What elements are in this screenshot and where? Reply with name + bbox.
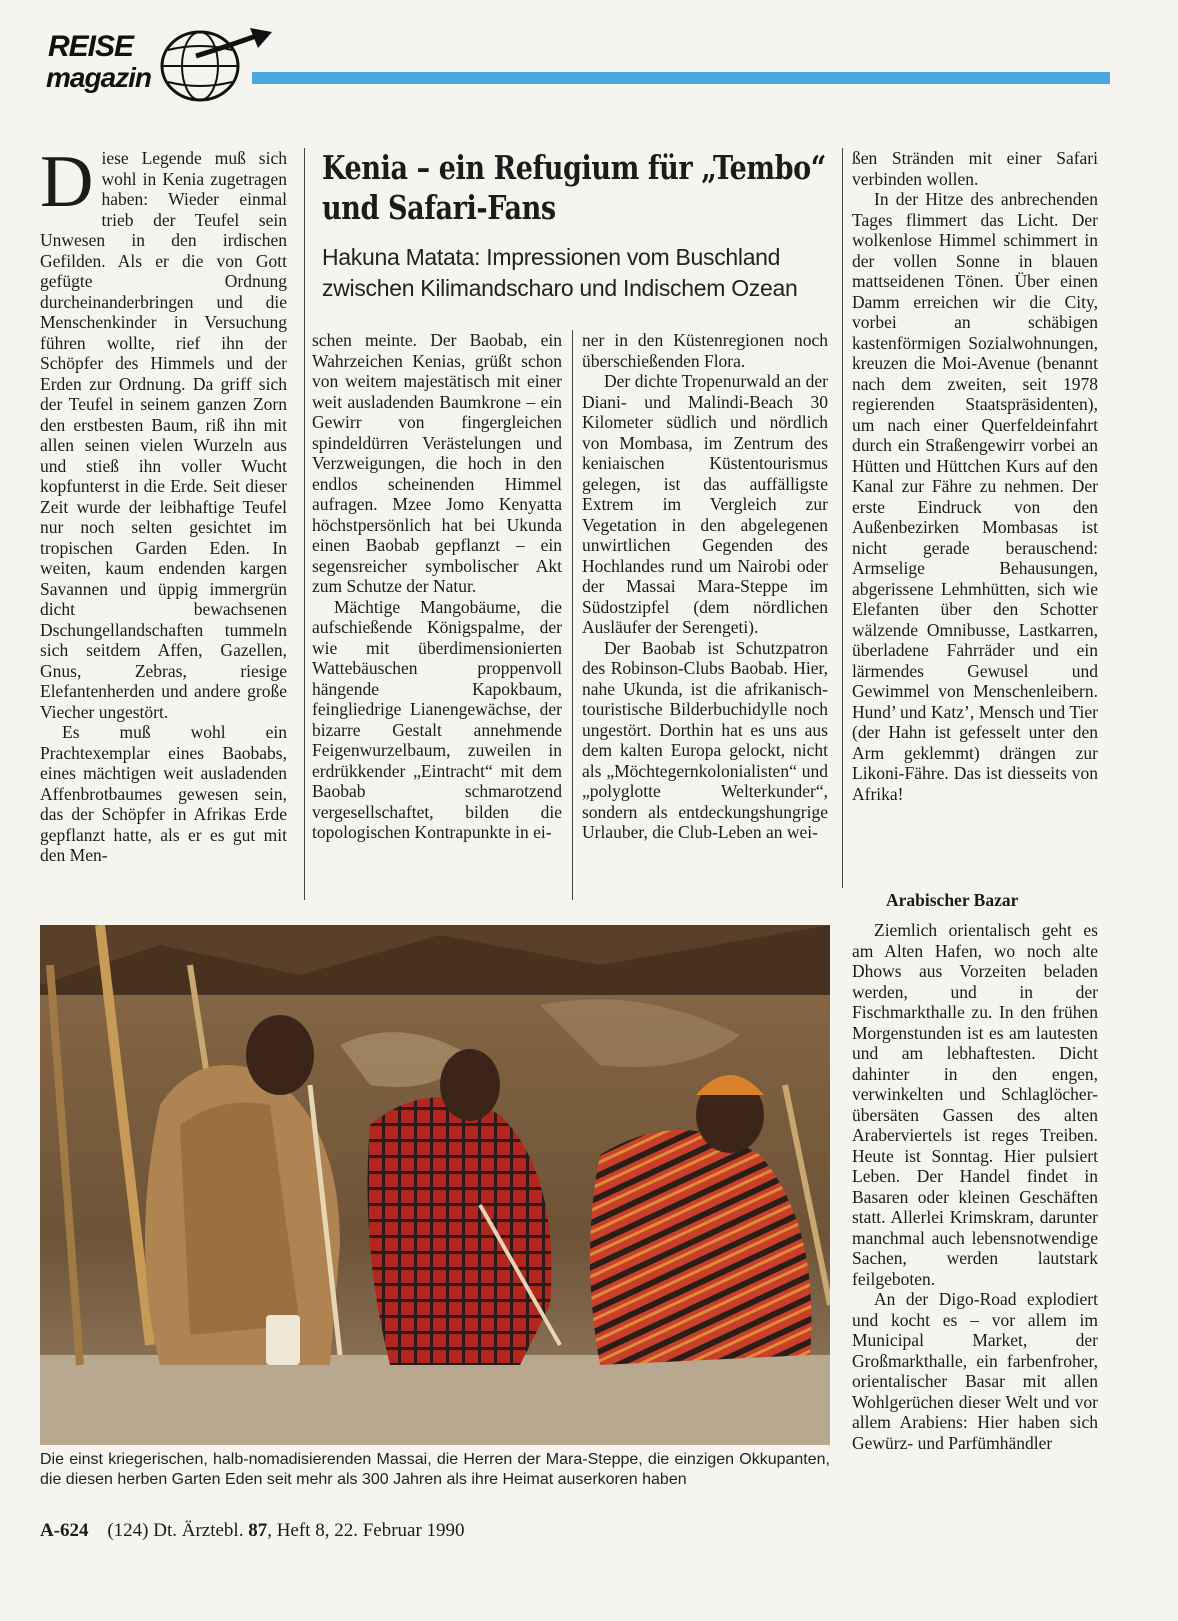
paragraph: An der Digo-Road explodiert und kocht es – vor allem im Municipal Market, der Großmarkthalle, ein farbenfroher, orientalischer Basar mit allen Wohlgerüchen dieser Welt und vor allem Arabiens: Hier haben sich Gewürz- und Parfümhändler (852, 1289, 1098, 1453)
paragraph: Ziemlich orientalisch geht es am Alten Hafen, wo noch alte Dhows aus Vorzeiten beladen werden, und in der Fischmarkthalle zu. In den frühen Morgenstunden ist es am lautesten und am lebhaftesten. Dicht dahinter in den engen, verwinkelten und Schlaglöcher-übersäten Gassen des alten Araberviertels ist reges Treiben. Heute ist Sonntag. Hier pulsiert Leben. Der Handel findet in Basaren oder kleinen Geschäften statt. Allerlei Krimskram, darunter manchmal auch lebensnotwendige Sachen, werden lautstark feilgeboten. (852, 920, 1098, 1289)
article-headline: Kenia – ein Refugium für „Tembo“ und Safari-Fans (322, 148, 826, 227)
photo-caption: Die einst kriegerischen, halb-nomadisierenden Massai, die Herren der Mara-Steppe, die einzigen Okkupanten, die diesen herben Garten Eden seit mehr als 300 Jahren als ihre Heimat auserkoren haben (40, 1451, 830, 1488)
column-rule (304, 148, 305, 900)
paragraph: In der Hitze des anbrechenden Tages flimmert das Licht. Der wolkenlose Himmel schimmert in der vollen Sonne in blauen mattseidenen Tönen. Über einen Damm erreichen wir die City, vorbei an schäbigen kastenförmigen Sozialwohnungen, kreuzen die Moi-Avenue (benannt nach dem zweiten, seit 1978 regierenden Staatspräsidenten), um nach einer Querfeldeinfahrt durch ein Straßengewirr vorbei an Hütten und Hüttchen Kurs auf den Kanal zur Fähre zu nehmen. Der erste Eindruck von den Außenbezirken Mombasas ist nicht gerade berauschend: Armselige Behausungen, abgerissene Lehmhütten, sich wie Elefanten über den Schotter wälzende Omnibusse, Lastkarren, überladene Fahrräder und ein lärmendes Gewusel und Gewimmel von Menschenleibern. Hund’ und Katz’, Mensch und Tier (der Hahn ist gefesselt unter den Arm geklemmt) drängen zur Likoni-Fähre. Das ist diesseits von Afrika! (852, 189, 1098, 804)
paragraph: ner in den Küstenregionen noch überschießenden Flora. (582, 330, 828, 371)
paragraph: ßen Stränden mit einer Safari verbinden wollen. (852, 148, 1098, 189)
journal-issue: , Heft 8, 22. Februar 1990 (267, 1520, 465, 1541)
column-rule (842, 148, 843, 888)
paragraph: Mächtige Mangobäume, die aufschießende Königspalme, der wie mit überdimensionierten Wattebäuschen proppenvoll hängende Kapokbaum, feingliedrige Lianengewächse, der bizarre Gestalt annehmende Feigenwurzelbaum, zuweilen in erdrükkender „Eintracht“ mit dem Baobab schmarotzend vergesellschaftet, bilden die topologischen Kontrapunkte in ei- (312, 596, 562, 842)
paragraph: schen meinte. Der Baobab, ein Wahrzeichen Kenias, grüßt schon von weitem majestätisch mit einer weit ausladenden Baumkrone – ein Gewirr von fingergleichen spindeldürren Verästelungen und Verzweigungen, die hoch in den endlos scheinenden Himmel aufragen. Mzee Jomo Kenyatta höchstpersönlich hat bei Ukunda einen Baobab gepflanzt – ein segensreicher symbolischer Akt zum Schutze der Natur. (312, 330, 562, 596)
journal-name: Dt. Ärztebl. (153, 1520, 244, 1541)
paragraph: Der dichte Tropenurwald an der Diani- und Malindi-Beach 30 Kilometer südlich und nördlich von Mombasa, im Zentrum des keniaischen Küstentourismus gelegen, ist das auffälligste Extrem im Vergleich zur Vegetation in den abgelegenen unwirtlichen Gegenden des Hochlandes rund um Nairobi oder der Massai Mara-Steppe im Südostzipfel (dem nördlichen Ausläufer der Serengeti). (582, 371, 828, 637)
article-column-2 (312, 330, 562, 843)
drop-cap: D (40, 141, 94, 223)
article-column-4-top (852, 148, 1098, 804)
paragraph: Es muß wohl ein Prachtexemplar eines Baobabs, eines mächtigen weit ausladenden Affenbrotbaumes gewesen sein, das der Schöpfer in Afrikas Erde gepflanzt hatte, als er es gut mit den Men- (40, 722, 287, 865)
article-column-1 (40, 141, 287, 866)
globe-icon (138, 26, 278, 106)
article-subhead: Hakuna Matata: Impressionen vom Buschland zwischen Kilimandscharo und Indischem Ozean (322, 244, 798, 301)
section-heading: Arabischer Bazar (886, 890, 1019, 910)
page-number-internal: (124) (107, 1520, 149, 1541)
article-column-3 (582, 330, 828, 843)
paragraph: Der Baobab ist Schutzpatron des Robinson-Clubs Baobab. Hier, nahe Ukunda, ist die afrikanisch-touristische Bilderbuchidylle noch ungestört. Dorthin hat es uns aus dem kalten Europa gelockt, nicht als „Möchtegernkolonialisten“ und „polyglotte Welterkunder“, sondern als entdeckungshungrige Urlauber, die Club-Leben an wei- (582, 637, 828, 842)
journal-volume: 87 (248, 1520, 268, 1541)
massai-photo (40, 925, 830, 1445)
paragraph: Diese Legende muß sich wohl in Kenia zugetragen haben: Wieder einmal trieb der Teufel sein Unwesen in den irdischen Gefilden. Als er die von Gott gefügte Ordnung durcheinanderbringen und die Menschenkinder in Versuchung führen wollte, rief ihn der Schöpfer des Himmels und der Erden zur Ordnung. Da griff sich der Teufel in seinem ganzen Zorn den erstbesten Baum, riß ihn mit allen seinen vielen Wurzeln aus und stieß ihn voller Wucht kopfunterst in die Erde. Seit dieser Zeit wurde der leibhaftige Teufel nur noch selten gesichtet im tropischen Garden Eden. In weiten, kaum endenden kargen Savannen und üppig immergrün dicht bewachsenen Dschungellandschaften tummeln sich seitdem Affen, Gazellen, Gnus, Zebras, riesige Elefantenherden und andere große Viecher ungestört. (40, 141, 287, 722)
article-column-4-bottom (852, 920, 1098, 1453)
column-rule (572, 330, 573, 900)
masthead (42, 26, 1112, 106)
page-number: A-624 (40, 1520, 89, 1541)
masthead-rule (252, 72, 1110, 84)
masthead-title-word2: magazin (46, 62, 152, 93)
masthead-title-word1: REISE (48, 30, 134, 63)
page-footer (40, 1520, 465, 1542)
